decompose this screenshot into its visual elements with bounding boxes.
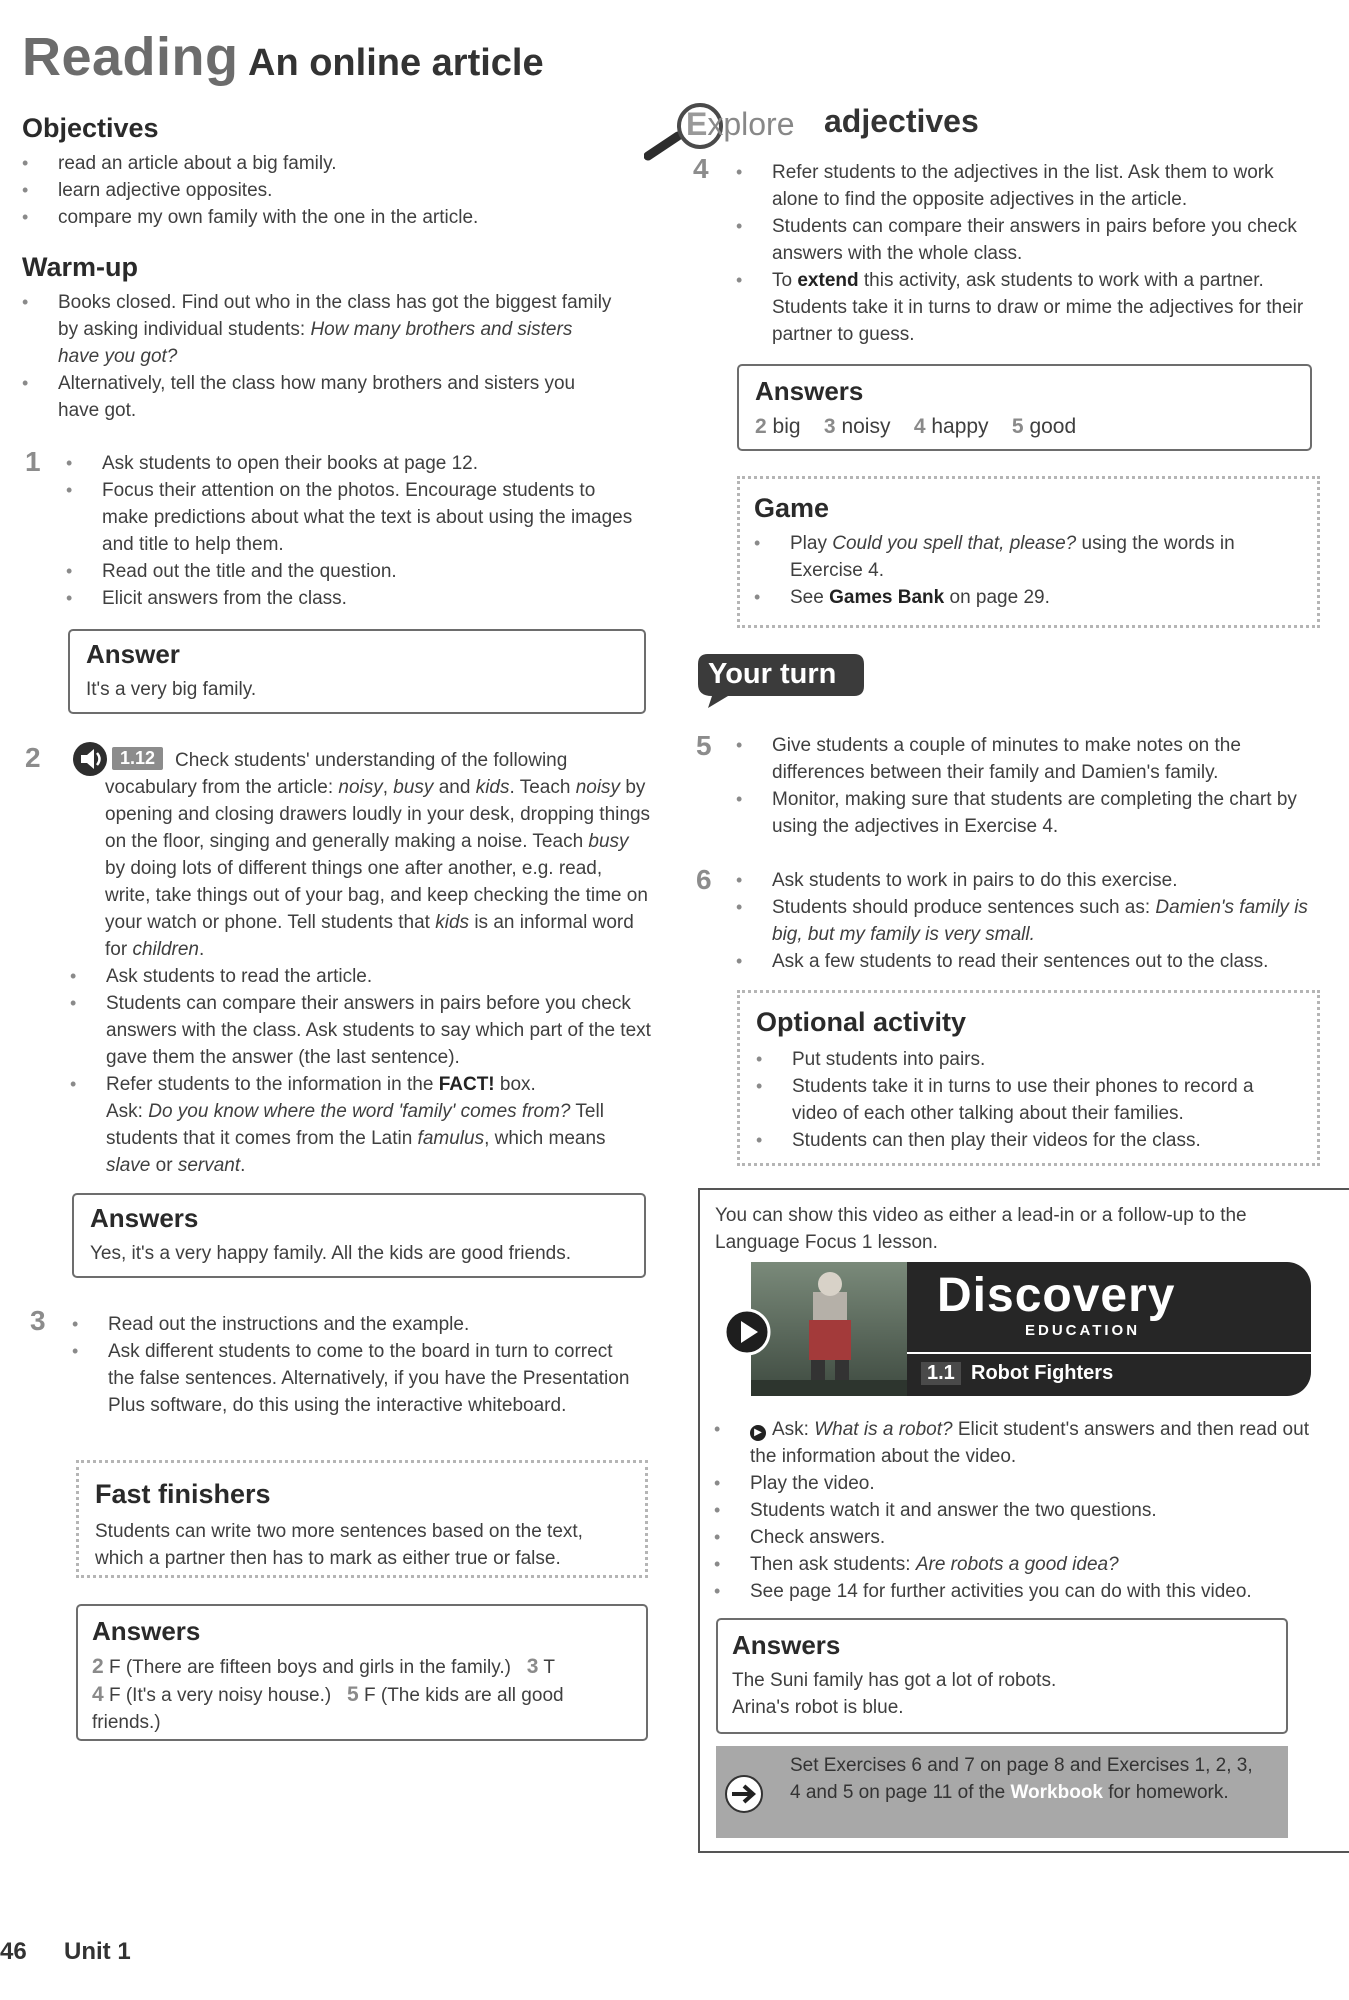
list-item: • Monitor, making sure that students are completing the chart by using the adjectives in Exercise 4. [736, 786, 1314, 840]
unit-label: Unit 1 [64, 1938, 131, 1965]
list-item: • learn adjective opposites. [22, 177, 622, 204]
list-item: • compare my own family with the one in the article. [22, 204, 622, 231]
exercise-number: 4 [693, 153, 709, 184]
discovery-logo-panel [907, 1262, 1311, 1396]
list-item: • Play Could you spell that, please? using the words in Exercise 4. [754, 530, 1303, 584]
exercise-2-text: Check students' understanding of the following vocabulary from the article: noisy, busy and kids. Teach noisy by opening and closing drawers loudly in your desk, dropping things on the floor, singing and generally making a noise. Teach busy by doing lots of different things one after another, e.g. read, write, take things out of your bag, and keep checking the time on your watch or phone. Tell students that kids is an informal word for children. [105, 750, 651, 960]
warmup-heading: Warm-up [22, 252, 138, 282]
answer-text: 2 F (There are fifteen boys and girls in the family.) 3 T 4 F (It's a very noisy house.) 5 F (The kids are all good friends.) [92, 1655, 564, 1733]
list-item: • Refer students to the adjectives in the list. Ask them to work alone to find the opposite adjectives in the article. [736, 159, 1314, 213]
your-turn-badge [694, 652, 866, 710]
list-item: • Students can then play their videos for the class. [756, 1127, 1301, 1154]
answer-heading: Answers [92, 1616, 201, 1646]
exercise-5-list [736, 732, 1314, 840]
list-item: • Ask different students to come to the board in turn to correct the false sentences. Alternatively, if you have the Presentation Plus software, do this using the interactive whiteboard. [72, 1338, 632, 1419]
list-item: • To extend this activity, ask students to work with a partner. Students take it in turns to draw or mime the adjectives for their partner to guess. [736, 267, 1314, 348]
play-icon[interactable] [723, 1308, 771, 1356]
list-item: • Check answers. [714, 1524, 1314, 1551]
answer-line: The Suni family has got a lot of robots. [732, 1670, 1057, 1691]
answer-box [68, 629, 646, 714]
exercise-number: 1 [25, 446, 41, 477]
answer-box [72, 1193, 646, 1278]
your-turn-label: Your turn [708, 658, 837, 690]
fast-finishers-box [76, 1460, 648, 1578]
list-item: • read an article about a big family. [22, 150, 622, 177]
list-item: • Give students a couple of minutes to make notes on the differences between their family and Damien's family. [736, 732, 1314, 786]
episode-number: 1.1 [921, 1362, 961, 1385]
list-item: • Then ask students: Are robots a good idea? [714, 1551, 1314, 1578]
list-item: • See page 14 for further activities you can do with this video. [714, 1578, 1314, 1605]
exercise-2-list [70, 963, 652, 1179]
answer-box [716, 1618, 1288, 1734]
video-banner[interactable] [751, 1262, 1311, 1396]
list-item: • Play the video. [714, 1470, 1314, 1497]
answer-box [76, 1604, 648, 1741]
list-item: • Focus their attention on the photos. Encourage students to make predictions about what the text is about using the images and title to help them. [66, 477, 646, 558]
list-item: • Ask students to read the article. [70, 963, 652, 990]
list-item: • Books closed. Find out who in the class has got the biggest family by asking individual students: How many brothers and sisters have you got? [22, 289, 612, 370]
page-title: Reading [22, 27, 239, 87]
game-heading: Game [754, 493, 830, 523]
game-box [737, 476, 1320, 628]
video-intro: You can show this video as either a lead-in or a follow-up to the Language Focus 1 lesson. [715, 1205, 1247, 1253]
list-item: • Alternatively, tell the class how many brothers and sisters you have got. [22, 370, 612, 424]
answer-box [737, 364, 1312, 451]
explore-heading: adjectives [824, 103, 979, 139]
answer-text: 2 big 3 noisy 4 happy 5 good [755, 415, 1077, 438]
list-item: • Ask students to work in pairs to do this exercise. [736, 867, 1314, 894]
exercise-number: 3 [30, 1305, 46, 1336]
play-small-icon: ▶ [750, 1425, 766, 1441]
list-item: • Students should produce sentences such as: Damien's family is big, but my family is very small. [736, 894, 1314, 948]
warmup-list [22, 289, 612, 424]
exercise-4-list [736, 159, 1314, 348]
explore-label: Explore [686, 106, 795, 142]
exercise-3-list [72, 1311, 632, 1419]
homework-box [716, 1746, 1288, 1838]
video-thumbnail [751, 1262, 907, 1396]
video-panel [698, 1188, 1349, 1853]
list-item: • Refer students to the information in the FACT! box. Ask: Do you know where the word 'family' comes from? Tell students that it comes from the Latin famulus, which means slave or servant. [70, 1071, 652, 1179]
list-item: • Students can compare their answers in pairs before you check answers with the class. Ask students to say which part of the text gave them the answer (the last sentence). [70, 990, 652, 1071]
exercise-1-list [66, 450, 646, 612]
exercise-number: 6 [696, 864, 712, 895]
list-item: • ▶ Ask: What is a robot? Elicit student's answers and then read out the information about the video. [714, 1416, 1314, 1470]
list-item: • Ask a few students to read their sentences out to the class. [736, 948, 1314, 975]
discovery-sub: EDUCATION [1025, 1322, 1141, 1339]
fast-finishers-heading: Fast finishers [95, 1479, 271, 1509]
answer-heading: Answer [86, 639, 180, 669]
answer-heading: Answers [755, 376, 864, 406]
page-subtitle: An online article [248, 42, 544, 84]
answer-heading: Answers [90, 1203, 199, 1233]
track-badge: 1.12 [112, 747, 163, 770]
fast-finishers-text: Students can write two more sentences based on the text, which a partner then has to mark as either true or false. [95, 1521, 583, 1569]
arrow-icon [724, 1774, 764, 1814]
list-item: • Read out the instructions and the example. [72, 1311, 632, 1338]
list-item: • Students take it in turns to use their phones to record a video of each other talking about their families. [756, 1073, 1301, 1127]
exercise-number: 5 [696, 730, 712, 761]
objectives-heading: Objectives [22, 113, 159, 143]
episode-title: Robot Fighters [971, 1362, 1114, 1384]
list-item: • See Games Bank on page 29. [754, 584, 1303, 611]
answer-text: Yes, it's a very happy family. All the kids are good friends. [90, 1243, 571, 1264]
exercise-number: 2 [25, 742, 41, 773]
homework-text: Set Exercises 6 and 7 on page 8 and Exercises 1, 2, 3, 4 and 5 on page 11 of the Workbook for homework. [790, 1755, 1253, 1803]
list-item: • Put students into pairs. [756, 1046, 1301, 1073]
list-item: • Elicit answers from the class. [66, 585, 646, 612]
exercise-6-list [736, 867, 1314, 975]
video-list [714, 1416, 1314, 1605]
answer-heading: Answers [732, 1630, 841, 1660]
optional-activity-box [737, 990, 1320, 1166]
page-number: 46 [0, 1938, 27, 1965]
discovery-logo: Discovery [937, 1269, 1176, 1322]
objectives-list [22, 150, 622, 231]
list-item: • Ask students to open their books at page 12. [66, 450, 646, 477]
list-item: • Students watch it and answer the two questions. [714, 1497, 1314, 1524]
optional-activity-heading: Optional activity [756, 1007, 967, 1037]
list-item: • Students can compare their answers in pairs before you check answers with the whole class. [736, 213, 1314, 267]
answer-text: It's a very big family. [86, 679, 257, 700]
list-item: • Read out the title and the question. [66, 558, 646, 585]
answer-line: Arina's robot is blue. [732, 1697, 904, 1718]
